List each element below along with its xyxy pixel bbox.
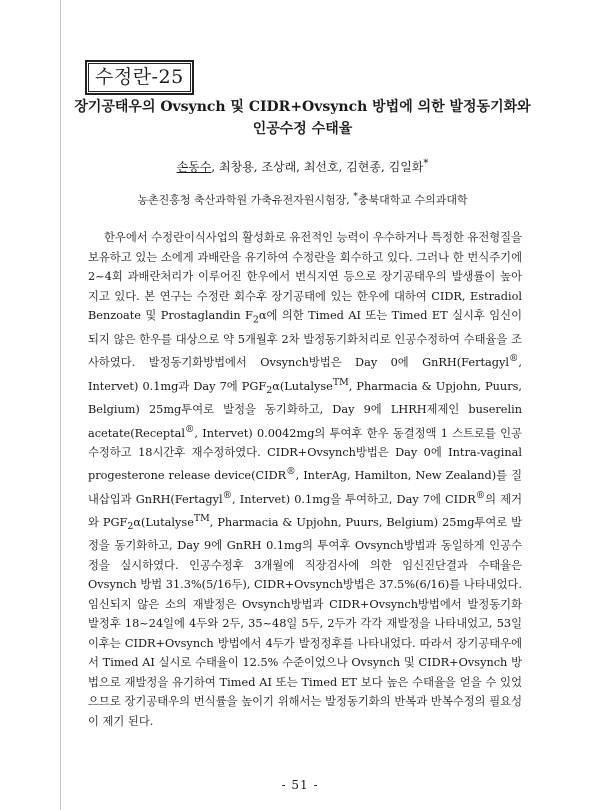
affiliation-mark: *: [353, 191, 358, 202]
abstract-text: α(Lutalyse: [272, 379, 333, 393]
affiliation-second: 충북대학교 수의과대학: [357, 193, 468, 207]
abstract-text: , Intervet) 0.0042mg의 투여후 한우 동결정액 1 스트로를 인공수정하고 18시간후 재수정하였다. CIDR+Ovsynch방법은 Day 0에 Intra-vaginal progesterone release device(CIDR: [88, 426, 522, 483]
abstract-text: α(Lutalyse: [133, 515, 194, 529]
abstract-paragraph: [88, 228, 522, 731]
abstract-text: , InterAg, Hamilton, New Zealand)를 질내삽입과 GnRH(Fertagyl: [88, 469, 522, 506]
co-authors: , 최창용, 조상래, 최선호, 김현종, 김일화: [211, 160, 424, 174]
abstract-text: , Pharmacia & Upjohn, Puurs, Belgium) 25mg투여로 발정을 동기화하고, Day 9에 GnRH 0.1mg의 투여후 Ovsynch방법과 동일하게 인공수정을 실시하였다. 인공수정후 3개월에 직장검사에 의한 임신진단결과 수태율은 Ovsynch 방법 31.3%(5/16두), CIDR+Ovsynch방법은 37.5%(6/16)를 나타내었다. 임신되지 않은 소의 재발정은 Ovsynch방법과 CIDR+Ovsynch방법에서 발정동기화 발정후 18~24일에 4두와 2두, 35~48일 5두, 2두가 각각 재발정을 나타내었고, 53일이후는 CIDR+Ovsynch 방법에서 4두가 발정정후를 나타내었다. 따라서 장기공태우에서 Timed AI 실시로 수태율이 12.5% 수준이었으나 Ovsynch 및 CIDR+Ovsynch 방법으로 재발정을 유기하여 Timed AI 또는 Timed ET 보다 높은 수태율을 얻을 수 있었으므로 장기공태우의 번식률을 높이기 위해서는 발정동기화의 반복과 반복수정의 필요성이 제기 된다.: [88, 515, 523, 728]
abstract-text: 한우에서 수정란이식사업의 활성화로 유전적인 능력이 우수하거나 특정한 유전형질을 보유하고 있는 소에게 과배란을 유기하여 수정란을 회수하고 있다. 그러나 한 번식주기에 2~4회 과배란처리가 이루어진 한우에서 번식지연 등으로 장기공태우의 발생률이 높아지고 있다. 본 연구는 수정란 회수후 장기공태에 있는 한우에 대하여 CIDR, Estradiol Benzoate 및 Prostaglandin F: [88, 231, 523, 322]
abstract-text: , Intervet) 0.1mg과 Day 7에 PGF: [88, 356, 522, 393]
subscript: 2: [127, 520, 134, 532]
abstract-body: [88, 228, 522, 731]
paper-title-line-1: 장기공태우의 Ovsynch 및 CIDR+Ovsynch 방법에 의한 발정동기화와: [74, 99, 531, 115]
paper-title-line-2: 인공수정 수태율: [252, 121, 353, 137]
registered-mark: ®: [509, 353, 519, 365]
abstract-text: 의 제거와 PGF: [88, 492, 522, 529]
presenting-author: 손동수: [176, 160, 212, 174]
session-label: 수정란-25: [88, 63, 191, 92]
abstract-text: α에 의한 Timed AI 또는 Timed ET 실시후 임신이 되지 않은 한우를 대상으로 약 5개월후 2차 발정동기화처리로 인공수정하여 수태율을 조사하였다. 발정동기화방법에서 Ovsynch방법은 Day 0에 GnRH(Fertagyl: [88, 309, 522, 370]
registered-mark: ®: [222, 489, 233, 501]
registered-mark: ®: [475, 489, 486, 501]
subscript: 2: [266, 384, 273, 396]
author-list: [70, 155, 535, 176]
registered-mark: ®: [184, 423, 195, 435]
registered-mark: ®: [286, 466, 296, 478]
affiliation: [70, 188, 535, 210]
session-label-box: [85, 60, 194, 95]
page-number: - 51 -: [281, 778, 319, 792]
abstract-text: , Pharmacia & Upjohn, Puurs, Belgium) 25mg투여로 발정을 동기화하고, Day 9에 LHRH제제인 buserelin acetate(Receptal: [88, 379, 522, 440]
affiliation-main: 농촌진흥청 축산과학원 가축유전자원시험장,: [137, 193, 354, 207]
abstract-text: , Intervet) 0.1mg을 투여하고, Day 7에 CIDR: [232, 492, 476, 506]
trademark-mark: TM: [193, 512, 210, 524]
subscript: 2: [252, 314, 259, 326]
author-affiliation-mark: *: [423, 158, 429, 169]
page-edge-line: [60, 0, 61, 810]
trademark-mark: TM: [332, 376, 349, 388]
